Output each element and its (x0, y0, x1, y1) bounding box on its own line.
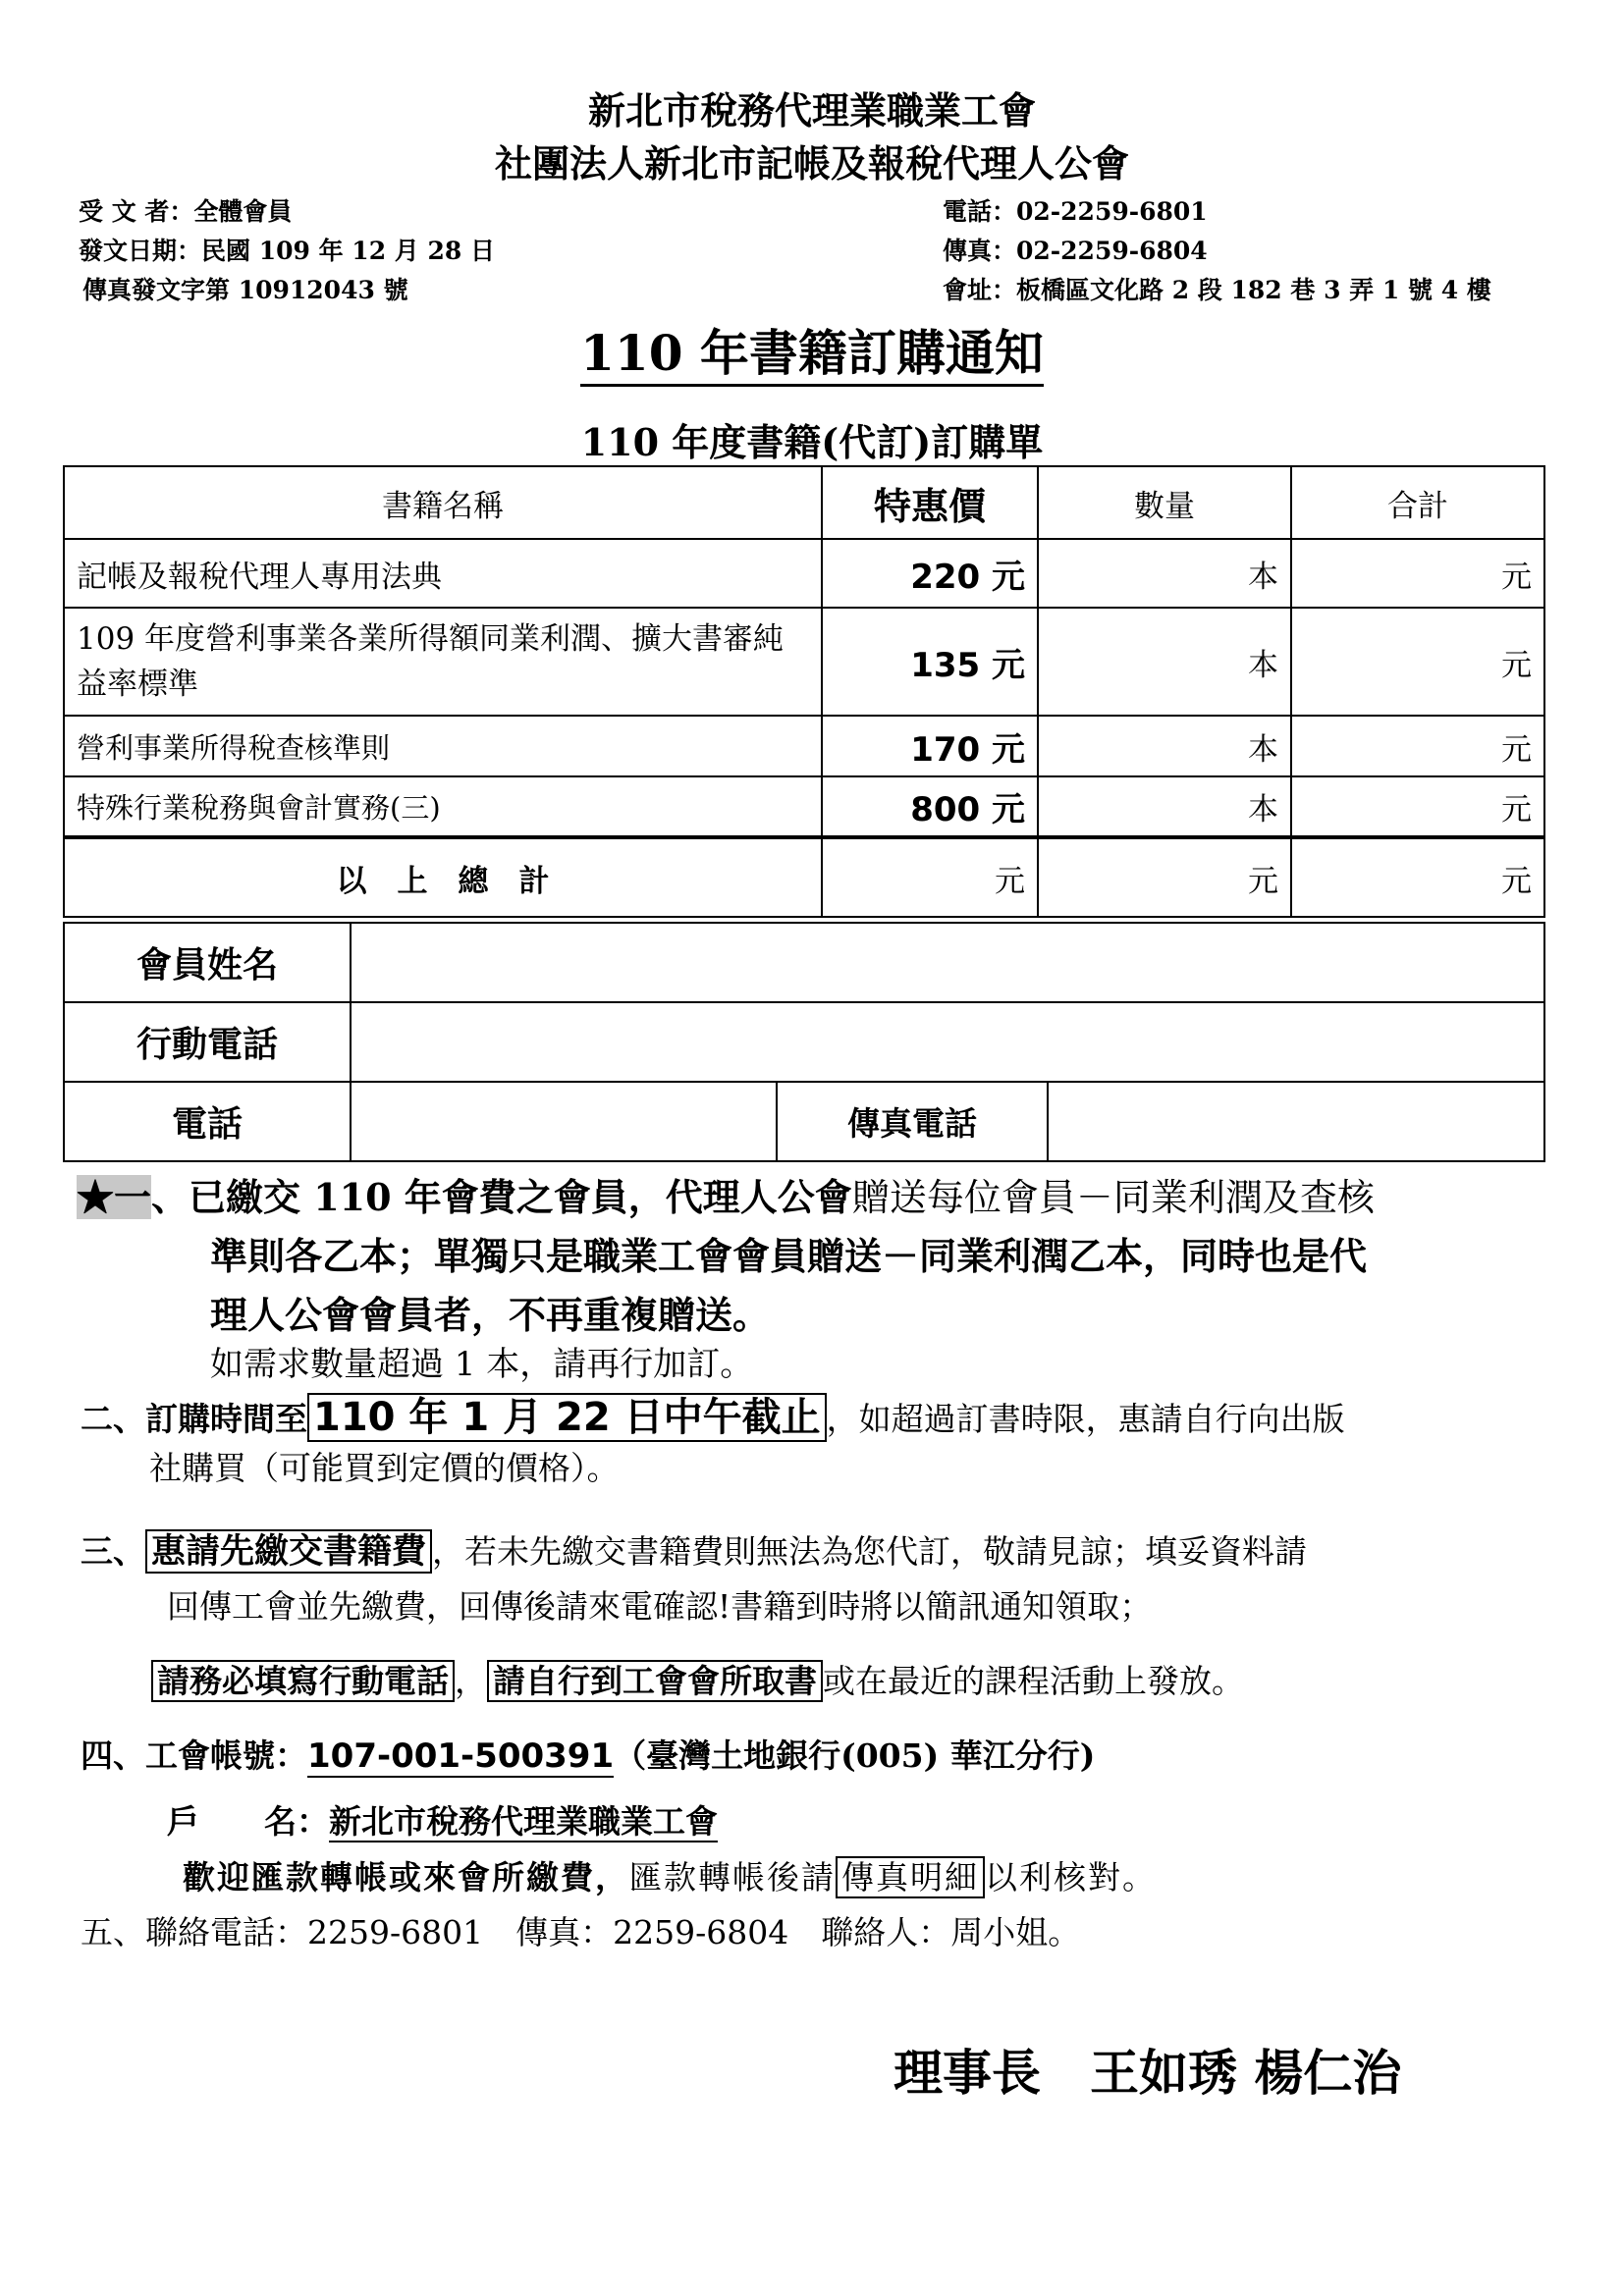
quantity-cell[interactable]: 本 (1038, 539, 1291, 608)
note-5-contact: 五、聯絡電話：2259-6801 傳真：2259-6804 聯絡人：周小姐。 (81, 1913, 1081, 1951)
grand-total-row (64, 837, 1544, 917)
bank-account-number: 107-001-500391 (307, 1736, 615, 1776)
grand-total-qty[interactable]: 元 (1038, 837, 1291, 917)
org-name-association: 社團法人新北市記帳及報稅代理人公會 (494, 141, 1129, 186)
pickup-notice: 請自行到工會會所取書 (487, 1660, 823, 1702)
table-row (64, 776, 1544, 837)
bank-name: （臺灣土地銀行(005) 華江分行) (614, 1736, 1096, 1775)
book-name: 109 年度營利事業各業所得額同業利潤、擴大書審純益率標準 (64, 608, 822, 716)
book-name: 營利事業所得稅查核準則 (64, 716, 822, 776)
note-3-prefix: 三、 (81, 1532, 145, 1571)
org-name-union: 新北市稅務代理業職業工會 (587, 88, 1036, 133)
note-4-line-2 (167, 1796, 718, 1842)
note-2-line-1 (81, 1386, 1345, 1442)
note-2-prefix: 二、訂購時間至 (81, 1400, 307, 1438)
member-info-table (63, 922, 1545, 1162)
grand-total-price[interactable]: 元 (822, 837, 1038, 917)
header-book-name: 書籍名稱 (64, 466, 822, 539)
page-title (0, 314, 1624, 385)
note-2-line-2: 社購買（可能買到定價的價格）。 (149, 1449, 620, 1487)
note-4-line-3b: 匯款轉帳後請 (629, 1858, 836, 1896)
quantity-cell[interactable]: 本 (1038, 716, 1291, 776)
header-quantity: 數量 (1038, 466, 1291, 539)
note-4-line-1 (81, 1731, 1095, 1777)
fax-field[interactable] (1048, 1082, 1544, 1161)
grand-total-sum[interactable]: 元 (1291, 837, 1544, 917)
quantity-cell[interactable]: 本 (1038, 776, 1291, 837)
note-4-line-3 (183, 1852, 1157, 1898)
note-4-prefix: 四、工會帳號： (81, 1736, 307, 1775)
page-title-text: 110 年書籍訂購通知 (580, 324, 1044, 387)
order-table (63, 465, 1545, 918)
note-1-line-1 (77, 1167, 1375, 1221)
total-cell[interactable]: 元 (1291, 716, 1544, 776)
grand-total-label: 以 上 總 計 (64, 837, 822, 917)
recipient: 受 文 者：全體會員 (79, 197, 293, 226)
member-name-label: 會員姓名 (64, 923, 351, 1002)
account-holder-label: 戶 名： (167, 1802, 329, 1841)
note-4-line-3c: 以利核對。 (985, 1858, 1157, 1896)
issue-date: 發文日期：民國 109 年 12 月 28 日 (79, 237, 495, 265)
order-deadline: 110 年 1 月 22 日中午截止 (307, 1393, 827, 1442)
note-1-line-4: 如需求數量超過 1 本，請再行加訂。 (210, 1345, 754, 1384)
total-cell[interactable]: 元 (1291, 539, 1544, 608)
note-3-line-3 (151, 1656, 1244, 1702)
quantity-cell[interactable]: 本 (1038, 608, 1291, 716)
contact-fax: 傳真：02-2259-6804 (943, 237, 1208, 265)
total-cell[interactable]: 元 (1291, 776, 1544, 837)
book-price: 170 元 (822, 716, 1038, 776)
note-3-line-1 (81, 1524, 1307, 1574)
mobile-field[interactable] (351, 1002, 1544, 1082)
fax-details-notice: 傳真明細 (836, 1856, 985, 1898)
mobile-label: 行動電話 (64, 1002, 351, 1082)
member-name-field[interactable] (351, 923, 1544, 1002)
mobile-required-notice: 請務必填寫行動電話 (151, 1660, 455, 1702)
table-row (64, 608, 1544, 716)
table-row (64, 716, 1544, 776)
phone-label: 電話 (64, 1082, 351, 1161)
table-row (64, 539, 1544, 608)
fax-label: 傳真電話 (777, 1082, 1048, 1161)
note-2-suffix: ，如超過訂書時限，惠請自行向出版 (826, 1400, 1345, 1438)
note-4-line-3a: 歡迎匯款轉帳或來會所繳費， (183, 1858, 629, 1896)
doc-number: 傳真發文字第 10912043 號 (82, 276, 408, 304)
book-name: 記帳及報稅代理人專用法典 (64, 539, 822, 608)
book-price: 800 元 (822, 776, 1038, 837)
book-price: 135 元 (822, 608, 1038, 716)
note-1-line-2: 準則各乙本；單獨只是職業工會會員贈送－同業利潤乙本，同時也是代 (210, 1234, 1368, 1278)
phone-field[interactable] (351, 1082, 777, 1161)
note-3-end: 或在最近的課程活動上發放。 (823, 1662, 1244, 1700)
book-name: 特殊行業稅務與會計實務(三) (64, 776, 822, 837)
header-total: 合計 (1291, 466, 1544, 539)
total-cell[interactable]: 元 (1291, 608, 1544, 716)
table-header-row (64, 466, 1544, 539)
account-holder: 新北市稅務代理業職業工會 (329, 1802, 718, 1841)
note-1-text-a: 、已繳交 110 年會費之會員，代理人公會 (151, 1175, 852, 1219)
signature: 理事長 王如琇 楊仁治 (893, 2044, 1402, 2102)
contact-phone: 電話：02-2259-6801 (943, 197, 1208, 226)
note-3-comma: ， (455, 1662, 487, 1700)
star-icon: ★一 (77, 1175, 152, 1219)
book-price: 220 元 (822, 539, 1038, 608)
header-special-price: 特惠價 (822, 466, 1038, 539)
form-subtitle: 110 年度書籍(代訂)訂購單 (580, 420, 1044, 464)
note-1-text-b: 贈送每位會員－同業利潤及查核 (851, 1176, 1375, 1219)
address: 會址：板橋區文化路 2 段 182 巷 3 弄 1 號 4 樓 (943, 276, 1491, 304)
note-3-line-2: 回傳工會並先繳費，回傳後請來電確認!書籍到時將以簡訊通知領取； (167, 1587, 1153, 1626)
note-3-suffix: ，若未先繳交書籍費則無法為您代訂，敬請見諒；填妥資料請 (432, 1532, 1308, 1571)
note-1-line-3: 理人公會會員者，不再重複贈送。 (210, 1293, 771, 1337)
prepay-notice: 惠請先繳交書籍費 (145, 1529, 432, 1574)
